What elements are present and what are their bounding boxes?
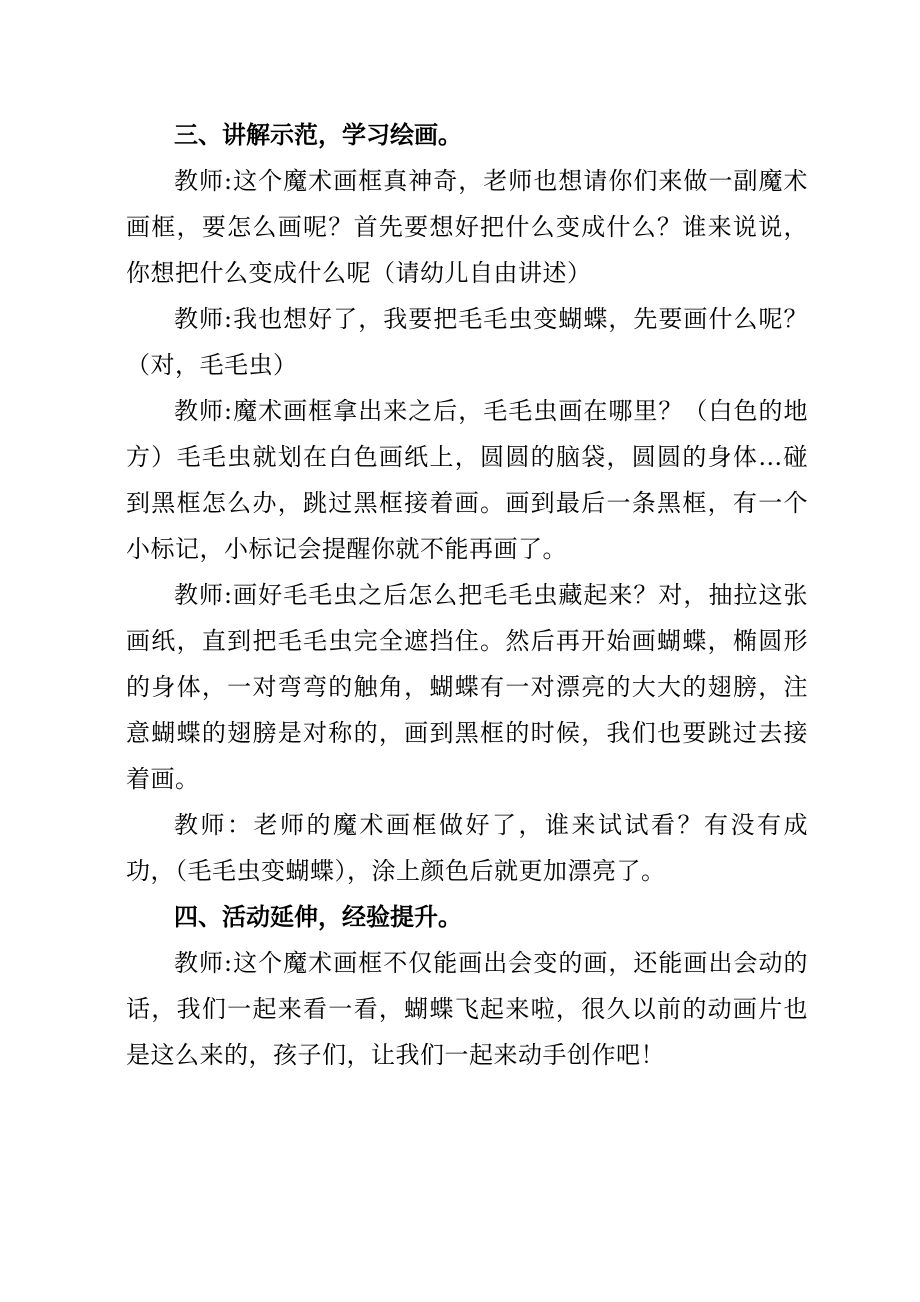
section-heading: 四、活动延伸，经验提升。 [174,902,462,931]
section-heading: 三、讲解示范，学习绘画。 [174,120,462,149]
paragraph: 教师:魔术画框拿出来之后，毛毛虫画在哪里？（白色的地方）毛毛虫就划在白色画纸上，圆圆的脑袋，圆圆的身体…碰到黑框怎么办，跳过黑框接着画。画到最后一条黑框，有一个小标记，小标记会提醒你就不能再画了。 [126,397,808,563]
document-page [126,112,808,1078]
paragraph: 教师:这个魔术画框不仅能画出会变的画，还能画出会动的话，我们一起来看一看，蝴蝶飞起来啦，很久以前的动画片也是这么来的，孩子们，让我们一起来动手创作吧！ [126,949,808,1069]
paragraph: 教师:画好毛毛虫之后怎么把毛毛虫藏起来？对，抽拉这张画纸，直到把毛毛虫完全遮挡住。然后再开始画蝴蝶，椭圆形的身体，一对弯弯的触角，蝴蝶有一对漂亮的大大的翅膀，注意蝴蝶的翅膀是对称的，画到黑框的时候，我们也要跳过去接着画。 [126,581,808,793]
paragraph: 教师:这个魔术画框真神奇，老师也想请你们来做一副魔术画框，要怎么画呢？首先要想好把什么变成什么？谁来说说，你想把什么变成什么呢（请幼儿自由讲述） [126,167,808,287]
section-3 [126,112,808,894]
paragraph: 教师：老师的魔术画框做好了，谁来试试看？有没有成功，（毛毛虫变蝴蝶），涂上颜色后就更加漂亮了。 [126,811,808,885]
section-4 [126,894,808,1078]
paragraph: 教师:我也想好了，我要把毛毛虫变蝴蝶，先要画什么呢？（对，毛毛虫） [126,305,808,379]
